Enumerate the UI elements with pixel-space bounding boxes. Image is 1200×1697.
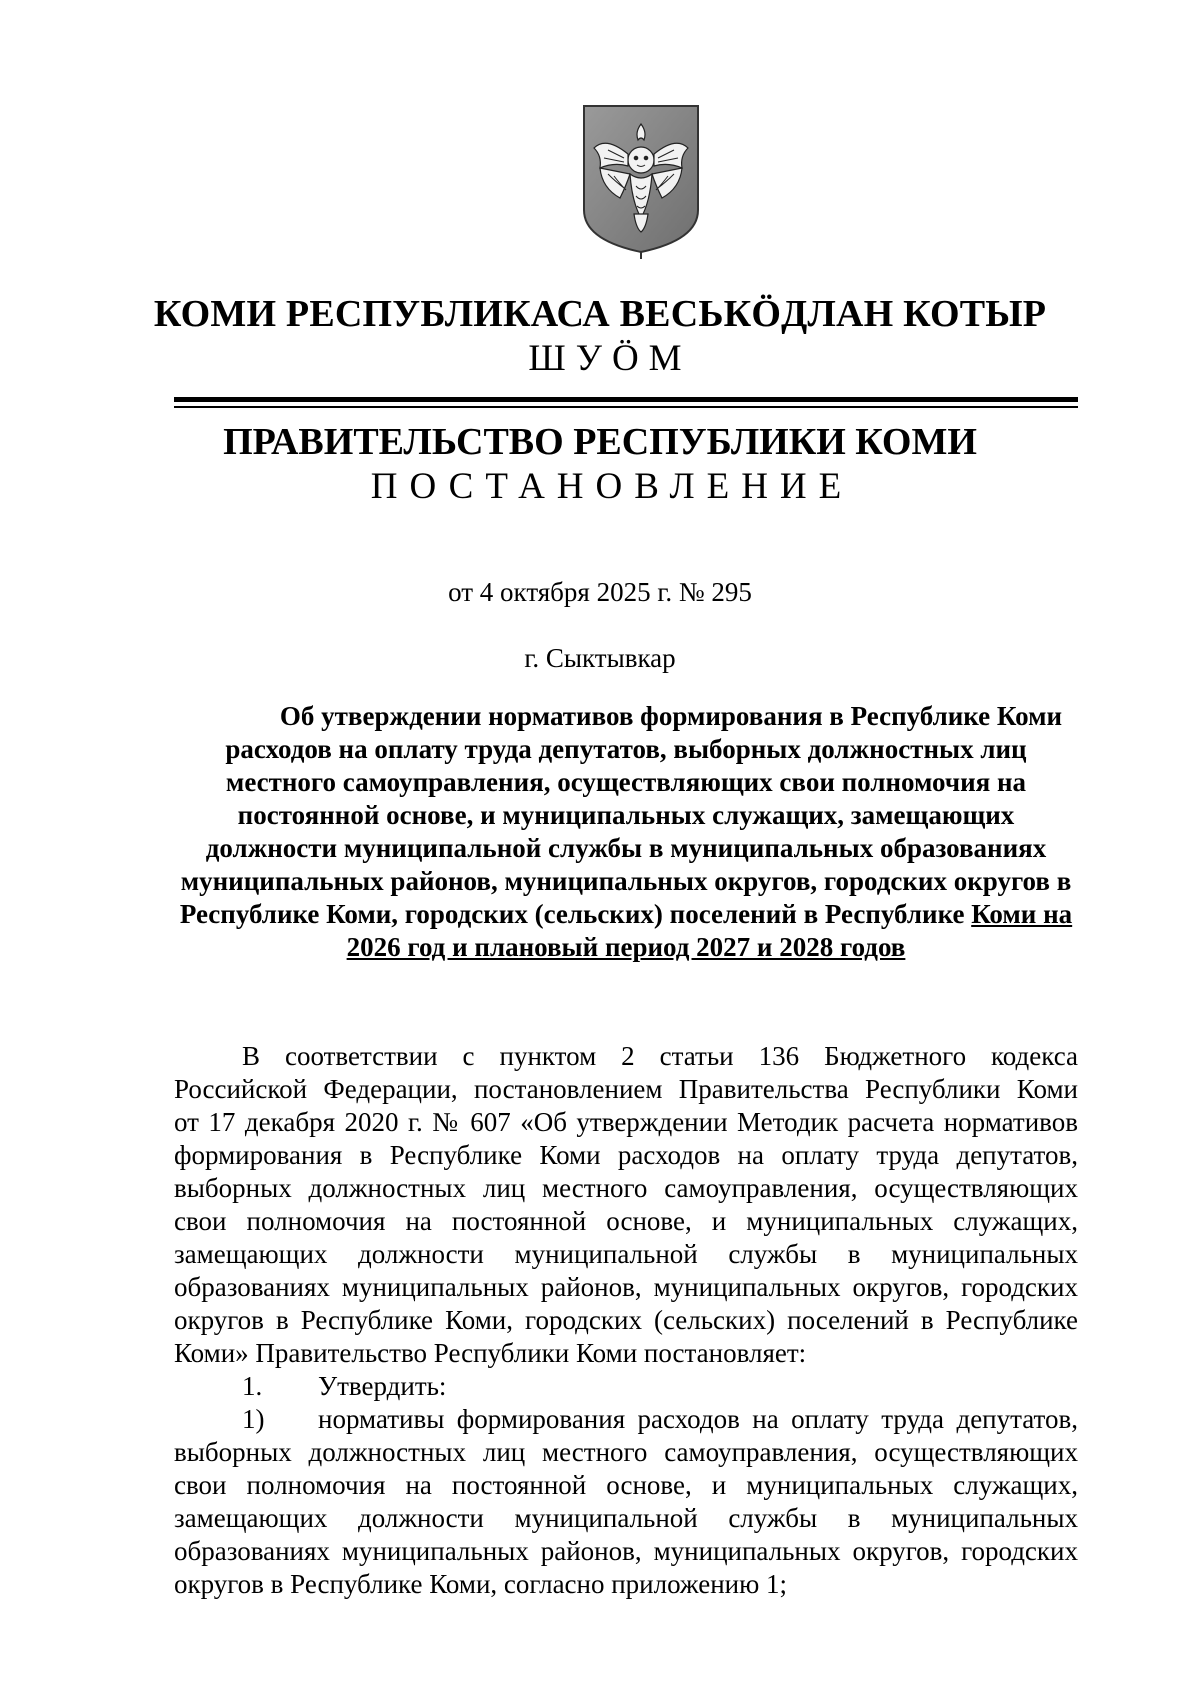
paragraph-line: образованиях муниципальных районов, муниципальных округов, городских: [174, 1272, 1078, 1302]
komi-coat-of-arms-icon: [580, 102, 702, 260]
komi-government-title: КОМИ РЕСПУБЛИКАСА ВЕСЬКӦДЛАН КОТЫР: [153, 293, 1047, 335]
sub-item-number: 1): [242, 1404, 265, 1434]
header-divider-thin: [174, 406, 1078, 408]
coat-of-arms: [580, 102, 702, 260]
item-1: [174, 1370, 1078, 1403]
sub-item-1: [174, 1403, 1078, 1601]
title-line: [174, 898, 1078, 931]
preamble-paragraph: [174, 1040, 1078, 1370]
item-number: 1.: [242, 1371, 263, 1401]
paragraph-line: округов в Республике Коми, городских (сельских) поселений в Республике: [174, 1305, 1078, 1335]
title-line: постоянной основе, и муниципальных служащих, замещающих: [237, 800, 1015, 830]
sub-item-first-line: нормативы формирования расходов на оплату труда депутатов,: [318, 1404, 1078, 1434]
paragraph-line: выборных должностных лиц местного самоуправления, осуществляющих: [174, 1173, 1078, 1203]
document-title: [174, 700, 1078, 964]
paragraph-line: формирования в Республике Коми расходов на оплату труда депутатов,: [174, 1140, 1078, 1170]
paragraph-line: замещающих должности муниципальной службы в муниципальных: [174, 1503, 1078, 1533]
paragraph-line: свои полномочия на постоянной основе, и муниципальных служащих,: [174, 1470, 1078, 1500]
title-last-line: 2026 год и плановый период 2027 и 2028 годов: [346, 932, 906, 962]
komi-document-type: ШУӦМ: [528, 338, 692, 379]
russian-document-type: ПОСТАНОВЛЕНИЕ: [370, 466, 854, 507]
title-line: расходов на оплату труда депутатов, выборных должностных лиц: [225, 734, 1027, 764]
paragraph-line: выборных должностных лиц местного самоуправления, осуществляющих: [174, 1437, 1078, 1467]
title-line: должности муниципальной службы в муниципальных образованиях: [205, 833, 1047, 863]
item-text: Утвердить:: [318, 1371, 447, 1401]
title-underlined-text: Коми на: [971, 899, 1073, 929]
title-line-text: Республике Коми, городских (сельских) поселений в Республике: [179, 899, 972, 929]
title-line: муниципальных районов, муниципальных округов, городских округов в: [180, 866, 1072, 896]
document-date-number: от 4 октября 2025 г. № 295: [448, 577, 752, 607]
paragraph-line: [174, 1403, 1078, 1436]
paragraph-line: от 17 декабря 2020 г. № 607 «Об утверждении Методик расчета нормативов: [174, 1107, 1078, 1137]
paragraph-line: свои полномочия на постоянной основе, и муниципальных служащих,: [174, 1206, 1078, 1236]
paragraph-line: замещающих должности муниципальной службы в муниципальных: [174, 1239, 1078, 1269]
title-line: Об утверждении нормативов формирования в Республике Коми: [279, 701, 1063, 731]
russian-government-title: ПРАВИТЕЛЬСТВО РЕСПУБЛИКИ КОМИ: [223, 421, 977, 463]
paragraph-line: В соответствии с пунктом 2 статьи 136 Бюджетного кодекса: [242, 1041, 1078, 1071]
paragraph-line: образованиях муниципальных районов, муниципальных округов, городских: [174, 1536, 1078, 1566]
paragraph-line: округов в Республике Коми, согласно приложению 1;: [174, 1569, 788, 1599]
document-city: г. Сыктывкар: [524, 643, 676, 673]
title-line: местного самоуправления, осуществляющих свои полномочия на: [225, 767, 1027, 797]
header-divider-thick: [174, 397, 1078, 402]
paragraph-line: Коми» Правительство Республики Коми постановляет:: [174, 1338, 807, 1368]
paragraph-line: Российской Федерации, постановлением Правительства Республики Коми: [174, 1074, 1078, 1104]
